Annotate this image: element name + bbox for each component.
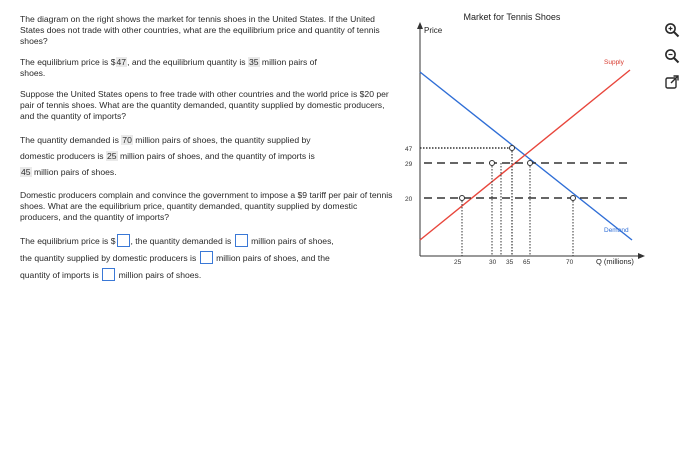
graph-tools (652, 8, 692, 94)
open-external-button[interactable] (658, 70, 686, 94)
zoom-out-button[interactable] (658, 44, 686, 68)
quantity-demanded-value: 70 (122, 135, 132, 145)
tariff-text-part: million pairs of shoes. (118, 270, 202, 280)
free-trade-text-part: The quantity demanded is (20, 135, 119, 145)
imports-value: 45 (21, 167, 31, 177)
y-axis-label: Price (424, 26, 443, 35)
quantity-supplied-value: 25 (106, 151, 117, 161)
intersection-point (528, 161, 533, 166)
equilibrium-text-part: The equilibrium price is $ (20, 57, 116, 67)
free-trade-text-part: million pairs of shoes, and the quantity of imports is (119, 151, 315, 161)
demand-label: Demand (604, 227, 629, 234)
y-tick-29: 29 (405, 161, 413, 168)
x-axis-label: Q (millions) (596, 257, 634, 266)
equilibrium-point (510, 146, 515, 151)
x-axis-arrow (638, 253, 645, 259)
free-trade-text-part: domestic producers is (20, 151, 104, 161)
x-tick-35: 35 (506, 259, 514, 266)
zoom-in-button[interactable] (658, 18, 686, 42)
equilibrium-text-part: , and the equilibrium quantity is (127, 57, 246, 67)
tariff-text-part: , the quantity demanded is (130, 236, 232, 246)
tariff-text-part: million pairs of shoes, and the (216, 253, 330, 263)
x-tick-30: 30 (489, 259, 497, 266)
free-trade-question: Suppose the United States opens to free trade with other countries and the world price is $20 per pair of tennis shoes. What are the quantity demanded, quantity supplied by domestic producers, and the quantity of imports? (20, 89, 389, 121)
x-tick-25: 25 (454, 259, 462, 266)
supply-curve (420, 70, 630, 240)
tariff-text-part: quantity of imports is (20, 270, 99, 280)
intersection-point (571, 196, 576, 201)
x-tick-70: 70 (566, 259, 574, 266)
tariff-question: Domestic producers complain and convince the government to impose a $9 tariff per pair of tennis shoes. What are the equilibrium price, quantity demanded, quantity supplied by domestic producers, and the quantity of imports? (20, 190, 393, 222)
free-trade-text-part: million pairs of shoes. (33, 167, 117, 177)
intersection-point (460, 196, 465, 201)
equilibrium-text-end: shoes. (20, 68, 46, 78)
graph-title: Market for Tennis Shoes (463, 12, 561, 22)
tariff-text-part: million pairs of shoes, (251, 236, 334, 246)
intersection-point (490, 161, 495, 166)
equilibrium-price-value: 47 (116, 57, 127, 67)
tariff-text-part: the quantity supplied by domestic producers is (20, 253, 197, 263)
y-tick-20: 20 (405, 196, 413, 203)
y-axis-arrow (417, 22, 423, 29)
free-trade-text-part: million pairs of shoes, the quantity supplied by (135, 135, 311, 145)
y-tick-47: 47 (405, 146, 413, 153)
open-external-icon (664, 74, 680, 90)
x-tick-65: 65 (523, 259, 531, 266)
tariff-text-part: The equilibrium price is $ (20, 236, 116, 246)
equilibrium-quantity-value: 35 (248, 57, 259, 67)
equilibrium-text-part: million pairs of (261, 57, 317, 67)
supply-label: Supply (604, 59, 624, 66)
intro-text: The diagram on the right shows the market for tennis shoes in the United States. If the United States does not trade with other countries, what are the equilibrium price and quantity of tennis shoes? (20, 14, 380, 46)
zoom-out-icon (664, 48, 680, 64)
zoom-in-icon (664, 22, 680, 38)
